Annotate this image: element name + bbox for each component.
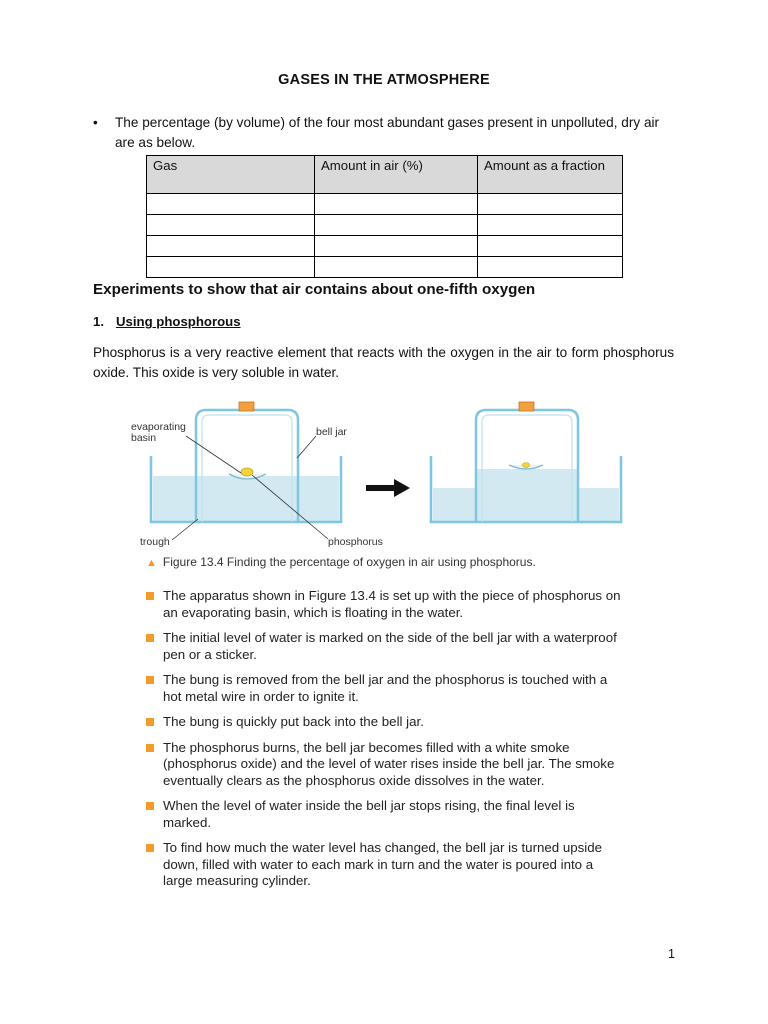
square-bullet-icon xyxy=(146,592,154,600)
page-number: 1 xyxy=(668,947,675,961)
water-right-inner xyxy=(476,469,578,522)
bung-left xyxy=(239,402,254,411)
phosphorus-right xyxy=(523,463,530,468)
square-bullet-icon xyxy=(146,844,154,852)
gas-table xyxy=(146,155,623,278)
table-cell xyxy=(147,257,315,278)
label-trough: trough xyxy=(140,536,170,548)
label-evaporating: evaporating xyxy=(131,421,186,433)
list-item xyxy=(146,840,626,890)
apparatus-before xyxy=(131,402,383,548)
triangle-icon: ▲ xyxy=(146,557,157,569)
water-left xyxy=(153,476,339,522)
subsection-label: Using phosphorous xyxy=(116,314,241,329)
table-row xyxy=(147,194,623,215)
figure-caption xyxy=(146,555,536,569)
table-cell xyxy=(478,194,623,215)
step-text: When the level of water inside the bell jar stops rising, the final level is marked. xyxy=(163,798,575,830)
table-cell xyxy=(315,257,478,278)
label-bell-jar: bell jar xyxy=(316,426,347,438)
bung-right xyxy=(519,402,534,411)
intro-paragraph: Phosphorus is a very reactive element that reacts with the oxygen in the air to form phosphorus oxide. This oxide is very soluble in water. xyxy=(93,345,674,380)
step-text: The apparatus shown in Figure 13.4 is set up with the piece of phosphorus on an evaporating basin, which is floating in the water. xyxy=(163,588,621,620)
square-bullet-icon xyxy=(146,676,154,684)
table-cell xyxy=(478,236,623,257)
step-text: The initial level of water is marked on the side of the bell jar with a waterproof pen or a sticker. xyxy=(163,630,617,662)
bell-jar-figure xyxy=(126,398,626,553)
pointer-basin xyxy=(186,436,241,473)
list-item xyxy=(146,588,626,621)
header-gas: Gas xyxy=(147,156,315,194)
step-text: The phosphorus burns, the bell jar becomes filled with a white smoke (phosphorus oxide) and the level of water rises inside the bell jar. The smoke eventually clears as the phosphorus oxide dissolves in the water. xyxy=(163,739,615,788)
table-row xyxy=(147,257,623,278)
intro-bullet xyxy=(93,113,675,153)
page-title: GASES IN THE ATMOSPHERE xyxy=(278,72,490,88)
square-bullet-icon xyxy=(146,802,154,810)
square-bullet-icon xyxy=(146,634,154,642)
phosphorus-left xyxy=(241,468,253,476)
table-cell xyxy=(315,215,478,236)
bullet-icon: • xyxy=(93,115,98,130)
table-cell xyxy=(147,194,315,215)
label-basin: basin xyxy=(131,432,157,444)
apparatus-after xyxy=(431,402,621,522)
table-cell xyxy=(315,194,478,215)
header-amount-fraction: Amount as a fraction xyxy=(478,156,623,194)
list-item xyxy=(146,798,626,831)
arrow-icon xyxy=(366,479,410,497)
table-row xyxy=(147,236,623,257)
step-text: The bung is quickly put back into the bell jar. xyxy=(163,714,424,729)
list-item xyxy=(146,630,626,663)
table-cell xyxy=(478,215,623,236)
table-cell xyxy=(478,257,623,278)
caption-text: Figure 13.4 Finding the percentage of oxygen in air using phosphorus. xyxy=(162,555,536,569)
step-text: The bung is removed from the bell jar and the phosphorus is touched with a hot metal wire in order to ignite it. xyxy=(163,672,608,704)
table-cell xyxy=(147,215,315,236)
pointer-bell-jar xyxy=(297,436,316,458)
procedure-steps xyxy=(146,588,626,899)
intro-text: The percentage (by volume) of the four most abundant gases present in unpolluted, dry air are as below. xyxy=(115,115,660,150)
subsection-number: 1. xyxy=(93,314,104,329)
table-cell xyxy=(315,236,478,257)
section-heading: Experiments to show that air contains about one-fifth oxygen xyxy=(93,281,536,298)
list-item xyxy=(146,740,626,790)
square-bullet-icon xyxy=(146,744,154,752)
label-phosphorus: phosphorus xyxy=(328,536,383,548)
table-header-row xyxy=(147,156,623,194)
table-row xyxy=(147,215,623,236)
list-item xyxy=(146,672,626,705)
square-bullet-icon xyxy=(146,718,154,726)
subsection-heading xyxy=(93,314,241,329)
list-item xyxy=(146,714,626,731)
table-cell xyxy=(147,236,315,257)
step-text: To find how much the water level has changed, the bell jar is turned upside down, filled with water to each mark in turn and the water is poured into a large measuring cylinder. xyxy=(163,840,603,888)
header-amount-percent: Amount in air (%) xyxy=(315,156,478,194)
